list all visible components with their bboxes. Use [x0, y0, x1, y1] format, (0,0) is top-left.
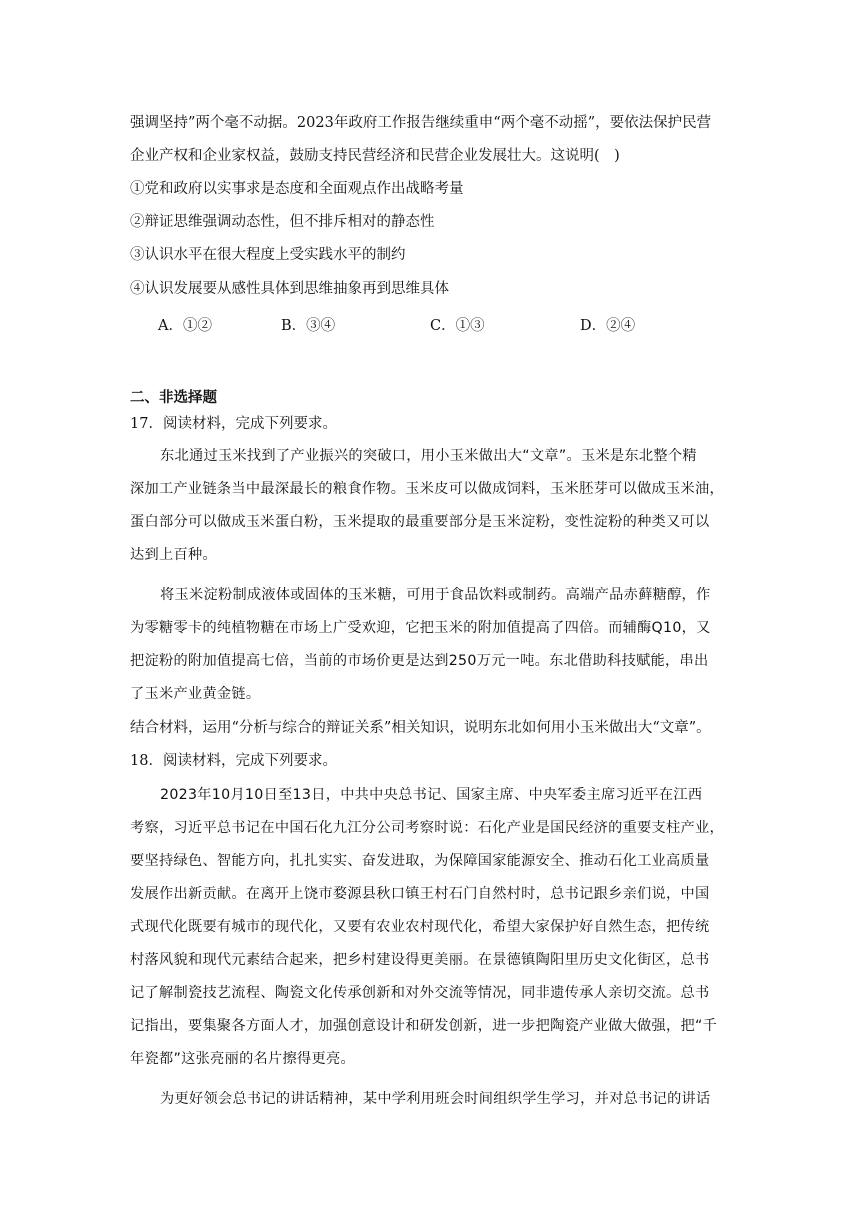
q16-item-1: ①党和政府以实事求是态度和全面观点作出战略考量: [130, 181, 464, 197]
q17-question: 结合材料，运用“分析与综合的辩证关系”相关知识，说明东北如何用小玉米做出大“文章”。: [130, 720, 711, 736]
q18-title: 18．阅读材料，完成下列要求。: [130, 753, 337, 769]
q17-p2-line-4: 了玉米产业黄金链。: [130, 686, 261, 702]
q16-options: [158, 314, 758, 334]
q17-p1-line-1: 东北通过玉米找到了产业振兴的突破口，用小玉米做出大“文章”。玉米是东北整个精: [160, 448, 697, 464]
q16-stem-line-2: 企业产权和企业家权益，鼓励支持民营经济和民营企业发展壮大。这说明( ): [130, 148, 620, 164]
q18-p1-line-9: 年瓷都”这张亮丽的名片擦得更亮。: [130, 1051, 355, 1067]
q16-stem-line-1: 强调坚持”两个毫不动据。2023年政府工作报告继续重申“两个毫不动摇”，要依法保护民营: [130, 115, 712, 131]
q18-p1-line-3: 要坚持绿色、智能方向，扎扎实实、奋发进取，为保障国家能源安全、推动石化工业高质量: [130, 853, 710, 869]
option-d: D．②④: [580, 318, 636, 334]
q16-item-2: ②辩证思维强调动态性，但不排斥相对的静态性: [130, 214, 435, 230]
option-a: A．①②: [158, 318, 212, 334]
q17-p1-line-4: 达到上百种。: [130, 547, 217, 563]
q18-p1-line-6: 村落风貌和现代元素结合起来，把乡村建设得更美丽。在景德镇陶阳里历史文化街区，总书: [130, 952, 710, 968]
q18-p1-line-7: 记了解制瓷技艺流程、陶瓷文化传承创新和对外交流等情况，同非遗传承人亲切交流。总书: [130, 985, 710, 1001]
q16-item-4: ④认识发展要从感性具体到思维抽象再到思维具体: [130, 281, 449, 297]
q16-item-3: ③认识水平在很大程度上受实践水平的制约: [130, 247, 406, 263]
q18-p2-line-1: 为更好领会总书记的讲话精神，某中学利用班会时间组织学生学习，并对总书记的讲话: [160, 1091, 711, 1107]
q18-p1-line-8: 记指出，要集聚各方面人才，加强创意设计和研发创新，进一步把陶瓷产业做大做强，把“千: [130, 1018, 718, 1034]
q17-p2-line-3: 把淀粉的附加值提高七倍，当前的市场价更是达到250万元一吨。东北借助科技赋能，串出: [130, 653, 709, 669]
q17-p2-line-2: 为零糖零卡的纯植物糖在市场上广受欢迎，它把玉米的附加值提高了四倍。而辅酶Q10，又: [130, 620, 711, 636]
option-b: B．③④: [281, 318, 336, 334]
q17-p1-line-3: 蛋白部分可以做成玉米蛋白粉，玉米提取的最重要部分是玉米淀粉，变性淀粉的种类又可以: [130, 514, 710, 530]
q17-title: 17．阅读材料，完成下列要求。: [130, 416, 337, 432]
q18-p1-line-2: 考察，习近平总书记在中国石化九江分公司考察时说：石化产业是国民经济的重要支柱产业，: [130, 820, 724, 836]
q18-p1-line-1: 2023年10月10日至13日，中共中央总书记、国家主席、中央军委主席习近平在江西: [160, 787, 703, 803]
section-heading: 二、非选择题: [130, 389, 217, 406]
q18-p1-line-5: 式现代化既要有城市的现代化，又要有农业农村现代化，希望大家保护好自然生态，把传统: [130, 919, 710, 935]
q17-p2-line-1: 将玉米淀粉制成液体或固体的玉米糖，可用于食品饮料或制药。高端产品赤藓糖醇，作: [160, 587, 711, 603]
q18-p1-line-4: 发展作出新贡献。在离开上饶市婺源县秋口镇王村石门自然村时，总书记跟乡亲们说，中国: [130, 886, 710, 902]
q17-p1-line-2: 深加工产业链条当中最深最长的粮食作物。玉米皮可以做成饲料，玉米胚芽可以做成玉米油，: [130, 481, 724, 497]
option-c: C．①③: [430, 318, 485, 334]
